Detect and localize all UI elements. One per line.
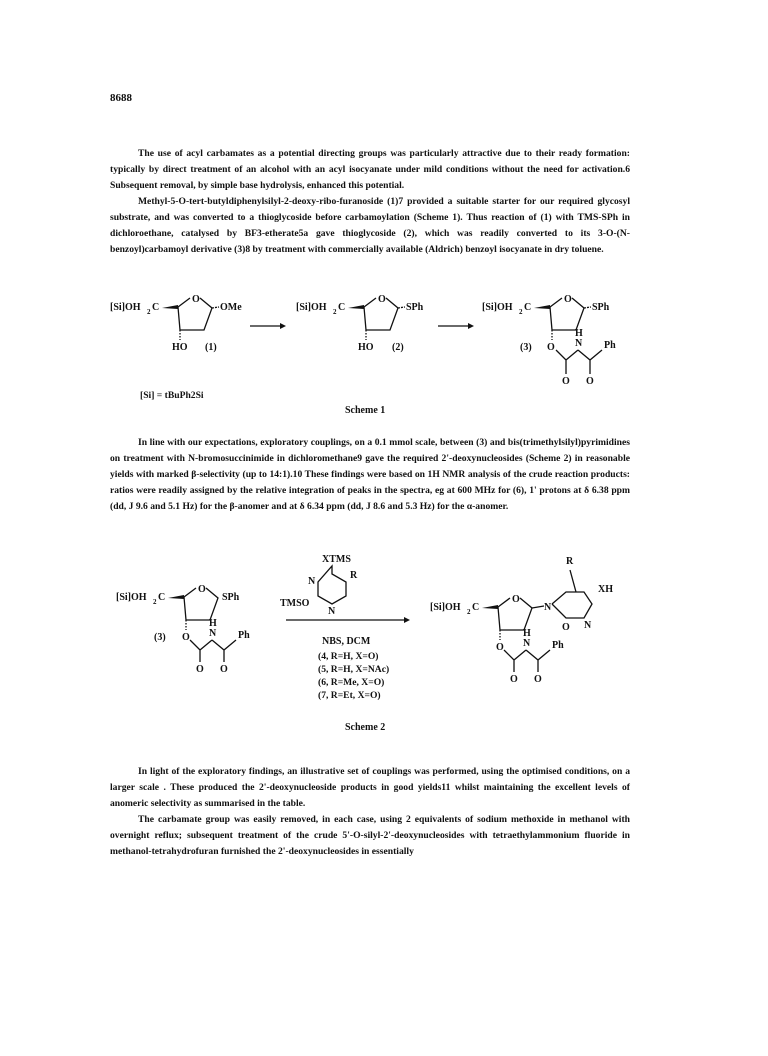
svg-text:O: O [510, 674, 518, 685]
svg-text:H: H [575, 328, 583, 339]
svg-text:O: O [562, 622, 570, 633]
svg-text:[Si]OH: [Si]OH [116, 592, 147, 603]
svg-text:H: H [209, 618, 217, 629]
svg-text:O: O [182, 632, 190, 643]
svg-text:N: N [209, 628, 217, 639]
svg-text:2: 2 [467, 608, 471, 616]
svg-text:Ph: Ph [552, 640, 564, 651]
silyl-definition: [Si] = tBuPh2Si [140, 390, 204, 401]
svg-text:N: N [584, 620, 592, 631]
arrow-2 [438, 323, 474, 329]
svg-text:O: O [378, 294, 386, 305]
scheme2-arrow [286, 617, 410, 623]
svg-text:2: 2 [147, 308, 151, 316]
product-7: (7, R=Et, X=O) [318, 690, 381, 701]
paragraph-illustrative-couplings: In light of the exploratory findings, an illustrative set of couplings was performed, using the optimised conditions, on a larger scale . These produced the 2'-deoxynucleoside products in good yields11 whilst maintaining the excellent levels of anomeric selectivity as summarised in the table. [110, 766, 630, 809]
svg-text:XH: XH [598, 584, 613, 595]
svg-text:XTMS: XTMS [322, 554, 351, 565]
svg-text:R: R [566, 556, 574, 567]
paragraph-acyl-carbamates: The use of acyl carbamates as a potential directing groups was particularly attractive due to their ready formation: typically by direct treatment of an alcohol with an acyl isocyanate under mild conditions without the need for activation.6 Subsequent removal, by simple base hydrolysis, enhanced this potential. [110, 148, 630, 191]
svg-text:C: C [158, 592, 166, 603]
svg-text:H: H [523, 628, 531, 639]
paragraph-carbamate-removal: The carbamate group was easily removed, in each case, using 2 equivalents of sodium methoxide in methanol with overnight reflux; subsequent treatment of the crude 5'-O-silyl-2'-deoxynucleosides with tetraethylammonium fluoride in methanol-tetrahydrofuran furnished the 2'-deoxynucleosides in essentially [110, 814, 630, 857]
svg-text:OMe: OMe [220, 302, 242, 313]
svg-text:SPh: SPh [592, 302, 610, 313]
svg-text:O: O [562, 376, 570, 387]
compound-3 [482, 294, 616, 387]
paragraph-exploratory-couplings: In line with our expectations, exploratory couplings, on a 0.1 mmol scale, between (3) and bis(trimethylsilyl)pyrimidines on treatment with N-bromosuccinimide in dichloromethane9 gave the required 2'-deoxynucleosides (Scheme 2) in reasonable yields with marked β-selectivity (up to 14:1).10 These findings were based on 1H NMR analysis of the crude reaction products: ratios were readily assigned by the relative integration of peaks in the spectra, eg at 600 MHz for (6), 1' protons at δ 6.38 ppm (dd, J 9.6 and 5.1 Hz) for the β-anomer and at δ 6.34 ppm (dd, J 8.6 and 5.3 Hz) for the α-anomer. [110, 437, 630, 512]
svg-text:N: N [308, 576, 316, 587]
svg-text:O: O [586, 376, 594, 387]
svg-text:(3): (3) [154, 632, 166, 643]
svg-text:N: N [523, 638, 531, 649]
svg-text:C: C [152, 302, 160, 313]
svg-text:HO: HO [172, 342, 188, 353]
svg-text:N: N [575, 338, 583, 349]
compound-2 [296, 294, 424, 353]
svg-text:[Si]OH: [Si]OH [482, 302, 513, 313]
svg-text:SPh: SPh [406, 302, 424, 313]
svg-text:C: C [338, 302, 346, 313]
svg-text:C: C [472, 602, 480, 613]
scheme-2-caption: Scheme 2 [345, 722, 386, 733]
product-5: (5, R=H, X=NAc) [318, 664, 390, 675]
svg-text:O: O [512, 594, 520, 605]
page-number: 8688 [110, 92, 132, 104]
svg-text:O: O [564, 294, 572, 305]
svg-text:Ph: Ph [238, 630, 250, 641]
svg-text:[Si]OH: [Si]OH [296, 302, 327, 313]
svg-text:O: O [196, 664, 204, 675]
svg-text:2: 2 [333, 308, 337, 316]
svg-text:O: O [547, 342, 555, 353]
product-4: (4, R=H, X=O) [318, 651, 379, 662]
svg-text:O: O [220, 664, 228, 675]
svg-text:N: N [328, 606, 336, 617]
svg-text:TMSO: TMSO [280, 598, 310, 609]
svg-text:SPh: SPh [222, 592, 240, 603]
scheme-1-caption: Scheme 1 [345, 405, 386, 416]
svg-text:2: 2 [153, 598, 157, 606]
svg-text:N: N [544, 602, 552, 613]
svg-text:C: C [524, 302, 532, 313]
compound-1 [110, 294, 242, 353]
svg-text:O: O [198, 584, 206, 595]
scheme2-product [430, 556, 613, 685]
svg-text:R: R [350, 570, 358, 581]
product-list [318, 650, 389, 702]
svg-text:O: O [496, 642, 504, 653]
svg-text:2: 2 [519, 308, 523, 316]
conditions-label: NBS, DCM [322, 636, 371, 647]
svg-text:O: O [534, 674, 542, 685]
scheme-2-diagram [110, 548, 670, 708]
svg-text:(1): (1) [205, 342, 217, 353]
scheme2-reagent [280, 554, 358, 617]
arrow-1 [250, 323, 286, 329]
svg-text:(2): (2) [392, 342, 404, 353]
svg-text:HO: HO [358, 342, 374, 353]
svg-text:(3): (3) [520, 342, 532, 353]
svg-text:[Si]OH: [Si]OH [430, 602, 461, 613]
svg-text:O: O [192, 294, 200, 305]
scheme2-substrate [116, 584, 250, 675]
paragraph-starter-substrate: Methyl-5-O-tert-butyldiphenylsilyl-2-deoxy-ribo-furanoside (1)7 provided a suitable starter for our required glycosyl substrate, and was converted to a thioglycoside before carbamoylation (Scheme 1). Thus reaction of (1) with TMS-SPh in dichloroethane, catalysed by BF3-etherate5a gave thioglycoside (2), which was readily converted to its 3-O-(N-benzoyl)carbamoyl derivative (3)8 by treatment with commercially available (Aldrich) benzoyl isocyanate in dry toluene. [110, 196, 630, 255]
c1-silyl: [Si]OH [110, 302, 141, 313]
product-6: (6, R=Me, X=O) [318, 677, 385, 688]
svg-text:Ph: Ph [604, 340, 616, 351]
